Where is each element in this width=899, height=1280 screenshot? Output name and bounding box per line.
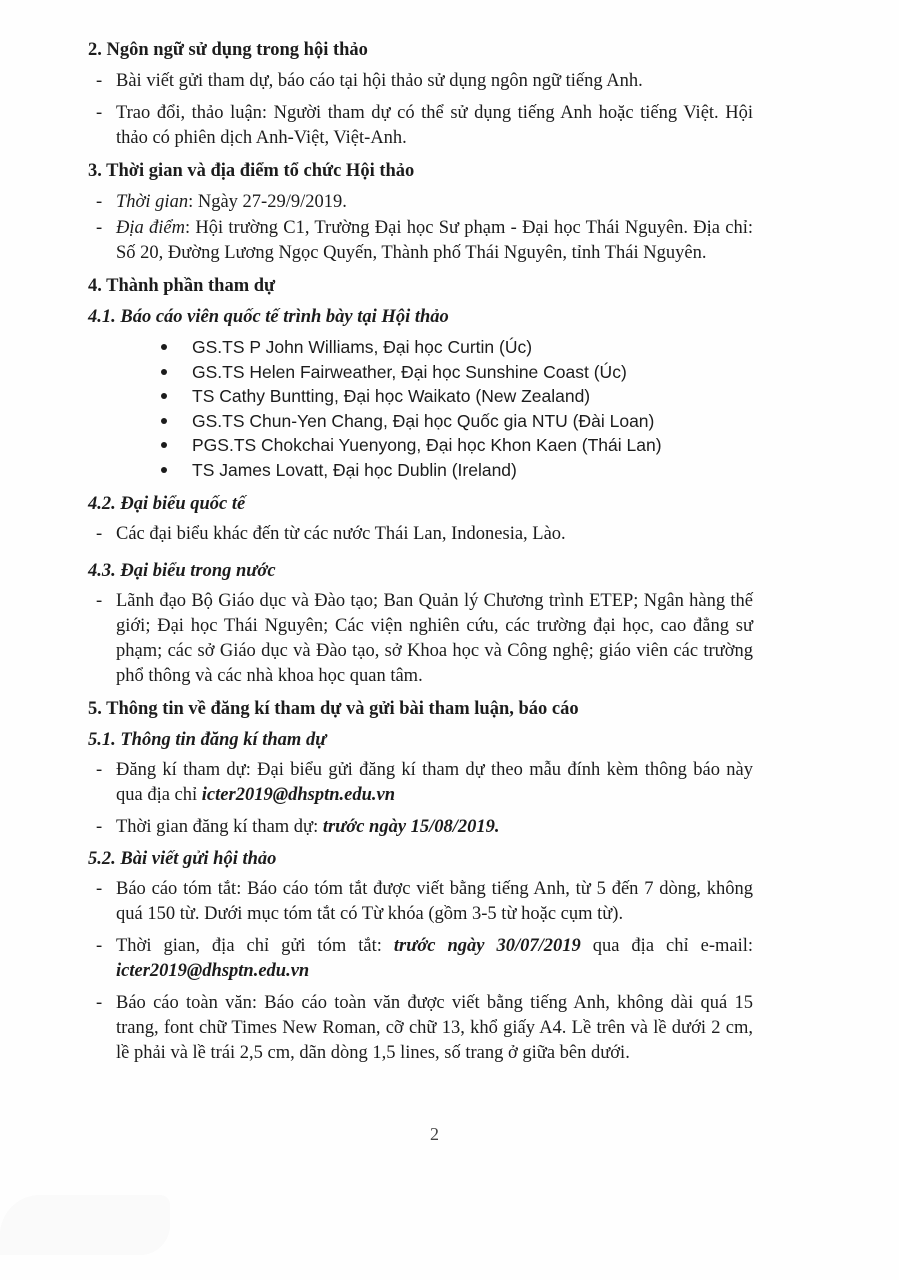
place-value: : Hội trường C1, Trường Đại học Sư phạm - Đại học Thái Nguyên. Địa chỉ: Số 20, Đường Lương Ngọc Quyến, Thành phố Thái Nguyên, tỉnh Thái Nguyên. [116,218,754,263]
list-item [88,589,753,689]
subsection-heading: 5.1. Thông tin đăng kí tham dự [88,730,327,750]
speaker-item [88,360,753,385]
dash-list [88,522,753,547]
subsection-heading: 5.2. Bài viết gửi hội thảo [88,849,277,869]
list-item [88,69,753,94]
dash-list [88,758,753,840]
registration-email-link[interactable]: icter2019@dhsptn.edu.vn [201,785,396,805]
list-item [88,991,753,1066]
speaker-name: TS James Lovatt, Đại học Dublin (Ireland) [192,459,517,480]
list-item [88,815,753,840]
page-number: 2 [430,1124,439,1144]
speaker-name: GS.TS P John Williams, Đại học Curtin (Úc) [192,337,533,357]
subsection-heading: 4.1. Báo cáo viên quốc tế trình bày tại Hội thảo [88,307,449,327]
list-item [88,934,753,984]
time-value: : Ngày 27-29/9/2019. [188,192,347,212]
list-item [88,190,753,215]
dash-marker: - [96,218,103,238]
section-heading: 5. Thông tin về đăng kí tham dự và gửi bài tham luận, báo cáo [88,699,579,719]
section-heading: 2. Ngôn ngữ sử dụng trong hội thảo [88,40,368,60]
list-item-text: Lãnh đạo Bộ Giáo dục và Đào tạo; Ban Quản lý Chương trình ETEP; Ngân hàng thế giới; Đại học Thái Nguyên; Các viện nghiên cứu, các trường đại học, cao đẳng sư phạm; các sở Giáo dục và Đào tạo, sở Khoa học và Công nghệ; giáo viên các trường phổ thông và các nhà khoa học quan tâm. [116,591,753,686]
scan-artifact [0,1195,170,1255]
bullet-icon [161,442,167,448]
subsection-heading: 4.2. Đại biểu quốc tế [88,494,246,514]
deadline-label: Thời gian đăng kí tham dự: [116,817,323,837]
list-item [88,101,753,151]
dash-marker: - [96,879,103,899]
dash-list [88,69,753,151]
dash-marker: - [96,103,103,123]
speaker-name: GS.TS Helen Fairweather, Đại học Sunshine Coast (Úc) [192,361,627,382]
bullet-icon [161,369,167,375]
place-label: Địa điểm [116,218,185,238]
dash-marker: - [96,760,103,780]
section-participants [88,274,753,689]
section-language [88,38,753,151]
speaker-name: PGS.TS Chokchai Yuenyong, Đại học Khon Kaen (Thái Lan) [192,435,662,455]
dash-list [88,877,753,1066]
dash-list [88,589,753,689]
abstract-deadline-value: trước ngày 30/07/2019 [393,936,581,956]
time-label: Thời gian [116,192,189,212]
section-heading: 4. Thành phần tham dự [88,276,276,296]
bullet-icon [161,344,167,350]
list-item [88,216,753,266]
document-body [88,38,753,1074]
speaker-item [88,458,753,483]
dash-marker: - [96,71,103,91]
dash-marker: - [96,192,103,212]
list-item [88,877,753,927]
list-item [88,522,753,547]
bullet-icon [161,418,167,424]
section-time-place [88,159,753,266]
fullpaper-text: Báo cáo toàn văn: Báo cáo toàn văn được viết bằng tiếng Anh, không dài quá 15 trang, font chữ Times New Roman, cỡ chữ 13, khổ giấy A4. Lề trên và lề dưới 2 cm, lề phải và lề trái 2,5 cm, dãn dòng 1,5 lines, số trang ở giữa bên dưới. [116,993,753,1063]
list-item [88,758,753,808]
dash-marker: - [96,936,103,956]
dash-marker: - [96,817,103,837]
list-item-text: Bài viết gửi tham dự, báo cáo tại hội thảo sử dụng ngôn ngữ tiếng Anh. [116,71,643,91]
dash-marker: - [96,993,103,1013]
section-heading: 3. Thời gian và địa điểm tổ chức Hội thảo [88,161,415,181]
speaker-item [88,433,753,458]
speaker-item [88,335,753,360]
section-registration [88,697,753,1066]
dash-marker: - [96,591,103,611]
abstract-email-link[interactable]: icter2019@dhsptn.edu.vn [116,961,310,981]
registration-text: Đăng kí tham dự: Đại biểu gửi đăng kí tham dự theo mẫu đính kèm thông báo này qua địa chỉ [116,760,753,805]
bullet-icon [161,393,167,399]
speaker-name: TS Cathy Buntting, Đại học Waikato (New Zealand) [192,386,591,406]
speaker-list [88,335,753,482]
speaker-item [88,409,753,434]
abstract-deadline-label: Thời gian, địa chỉ gửi tóm tắt: [116,936,394,956]
bullet-icon [161,467,167,473]
deadline-value: trước ngày 15/08/2019. [322,817,500,837]
abstract-text: Báo cáo tóm tắt: Báo cáo tóm tắt được viết bằng tiếng Anh, từ 5 đến 7 dòng, không quá 150 từ. Dưới mục tóm tắt có Từ khóa (gồm 3-5 từ hoặc cụm từ). [116,879,753,924]
list-item-text: Trao đổi, thảo luận: Người tham dự có thể sử dụng tiếng Anh hoặc tiếng Việt. Hội thảo có phiên dịch Anh-Việt, Việt-Anh. [116,103,753,148]
list-item-text: Các đại biểu khác đến từ các nước Thái Lan, Indonesia, Lào. [116,524,566,544]
dash-list [88,190,753,266]
subsection-heading: 4.3. Đại biểu trong nước [88,561,276,581]
dash-marker: - [96,524,103,544]
speaker-name: GS.TS Chun-Yen Chang, Đại học Quốc gia NTU (Đài Loan) [192,410,655,431]
abstract-deadline-suffix: qua địa chỉ e-mail: [580,936,753,956]
speaker-item [88,384,753,409]
